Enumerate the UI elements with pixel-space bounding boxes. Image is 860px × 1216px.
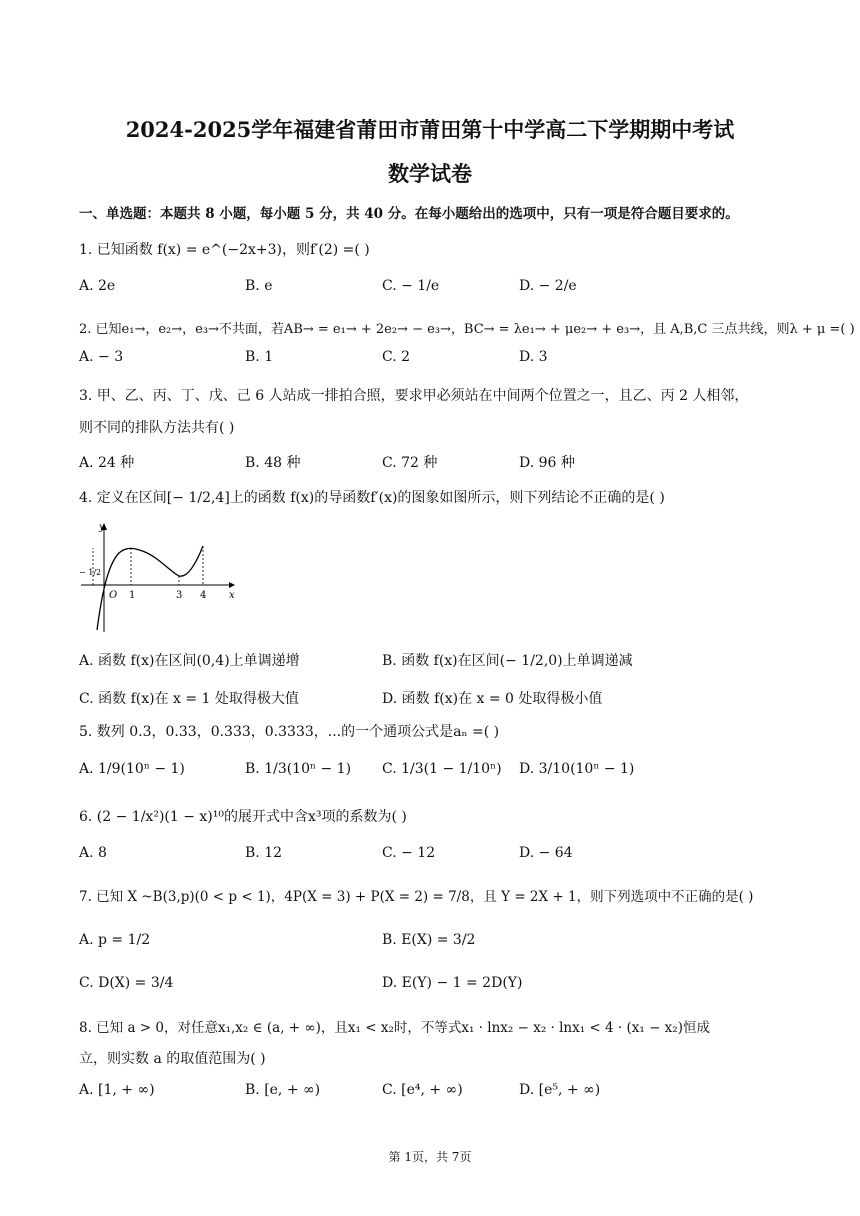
q6-option-d: D. − 64 <box>519 845 573 861</box>
q5-option-c: C. 1/3(1 − 1/10ⁿ) <box>382 761 502 777</box>
q6-option-a: A. 8 <box>79 845 107 861</box>
x-tick-4: 4 <box>200 590 207 601</box>
derivative-curve <box>97 546 203 630</box>
x-axis-arrow <box>229 582 235 588</box>
question-8-stem-line1: 8. 已知 a > 0，对任意x₁,x₂ ∈ (a, + ∞)，且x₁ < x₂时，不等式x₁ · lnx₂ − x₂ · lnx₁ < 4 · (x₁ − x₂)恒成 <box>79 1020 710 1036</box>
derivative-graph <box>79 520 239 635</box>
question-8-stem-line2: 立，则实数 a 的取值范围为( ) <box>79 1051 266 1067</box>
q4-option-d: D. 函数 f(x)在 x = 0 处取得极小值 <box>382 691 603 707</box>
q5-option-b: B. 1/3(10ⁿ − 1) <box>245 761 352 777</box>
exam-title: 2024-2025学年福建省莆田市莆田第十中学高二下学期期中考试 <box>125 117 735 142</box>
q4-option-a: A. 函数 f(x)在区间(0,4)上单调递增 <box>79 653 300 669</box>
exam-subtitle: 数学试卷 <box>388 161 472 186</box>
q8-option-a: A. [1, + ∞) <box>79 1082 155 1098</box>
q1-option-a: A. 2e <box>79 278 116 294</box>
x-axis-label: x <box>229 590 235 601</box>
question-5-stem: 5. 数列 0.3，0.33，0.333，0.3333，...的一个通项公式是aₙ =( ) <box>79 724 500 740</box>
q8-option-c: C. [e⁴, + ∞) <box>382 1082 463 1098</box>
q8-option-d: D. [e⁵, + ∞) <box>519 1082 601 1098</box>
question-2-stem: 2. 已知e₁→，e₂→，e₃→不共面，若AB→ = e₁→ + 2e₂→ − e₃→，BC→ = λe₁→ + μe₂→ + e₃→，且 A,B,C 三点共线，则λ + μ =( ) <box>79 322 855 337</box>
q7-option-a: A. p = 1/2 <box>79 932 151 948</box>
x-tick-3: 3 <box>176 590 183 601</box>
question-1-stem: 1. 已知函数 f(x) = e^(−2x+3)，则f′(2) =( ) <box>79 242 370 258</box>
page-footer: 第 1页，共 7页 <box>388 1150 472 1164</box>
q2-option-a: A. − 3 <box>79 349 124 365</box>
q1-option-c: C. − 1/e <box>382 278 440 294</box>
q7-option-c: C. D(X) = 3/4 <box>79 975 174 991</box>
section-heading: 一、单选题：本题共 8 小题，每小题 5 分，共 40 分。在每小题给出的选项中，只有一项是符合题目要求的。 <box>79 206 739 222</box>
q8-option-b: B. [e, + ∞) <box>245 1082 321 1098</box>
q3-option-c: C. 72 种 <box>382 455 438 471</box>
q2-option-d: D. 3 <box>519 349 548 365</box>
x-tick-1: 1 <box>129 590 136 601</box>
q1-option-b: B. e <box>245 278 273 294</box>
q7-option-b: B. E(X) = 3/2 <box>382 932 476 948</box>
q6-option-b: B. 12 <box>245 845 283 861</box>
q1-option-d: D. − 2/e <box>519 278 577 294</box>
q3-option-b: B. 48 种 <box>245 455 301 471</box>
y-axis-label: y <box>99 522 105 533</box>
q5-option-d: D. 3/10(10ⁿ − 1) <box>519 761 635 777</box>
q2-option-b: B. 1 <box>245 349 274 365</box>
question-3-stem-line1: 3. 甲、乙、丙、丁、戊、己 6 人站成一排拍合照，要求甲必须站在中间两个位置之一，且乙、丙 2 人相邻， <box>79 388 749 404</box>
q4-option-b: B. 函数 f(x)在区间(− 1/2,0)上单调递减 <box>382 653 633 669</box>
q2-option-c: C. 2 <box>382 349 411 365</box>
origin-label: O <box>109 590 118 601</box>
question-7-stem: 7. 已知 X ~B(3,p)(0 < p < 1)，4P(X = 3) + P(X = 2) = 7/8，且 Y = 2X + 1，则下列选项中不正确的是( ) <box>79 889 754 905</box>
q3-option-a: A. 24 种 <box>79 455 135 471</box>
q5-option-a: A. 1/9(10ⁿ − 1) <box>79 761 185 777</box>
neg-half-tick: − 1/2 <box>79 568 102 577</box>
question-6-stem: 6. (2 − 1/x²)(1 − x)¹⁰的展开式中含x³项的系数为( ) <box>79 809 407 825</box>
question-3-stem-line2: 则不同的排队方法共有( ) <box>79 420 235 436</box>
q4-option-c: C. 函数 f(x)在 x = 1 处取得极大值 <box>79 691 299 707</box>
q6-option-c: C. − 12 <box>382 845 436 861</box>
q3-option-d: D. 96 种 <box>519 455 575 471</box>
question-4-stem: 4. 定义在区间[− 1/2,4]上的函数 f(x)的导函数f′(x)的图象如图所示，则下列结论不正确的是( ) <box>79 490 665 506</box>
q7-option-d: D. E(Y) − 1 = 2D(Y) <box>382 975 523 991</box>
